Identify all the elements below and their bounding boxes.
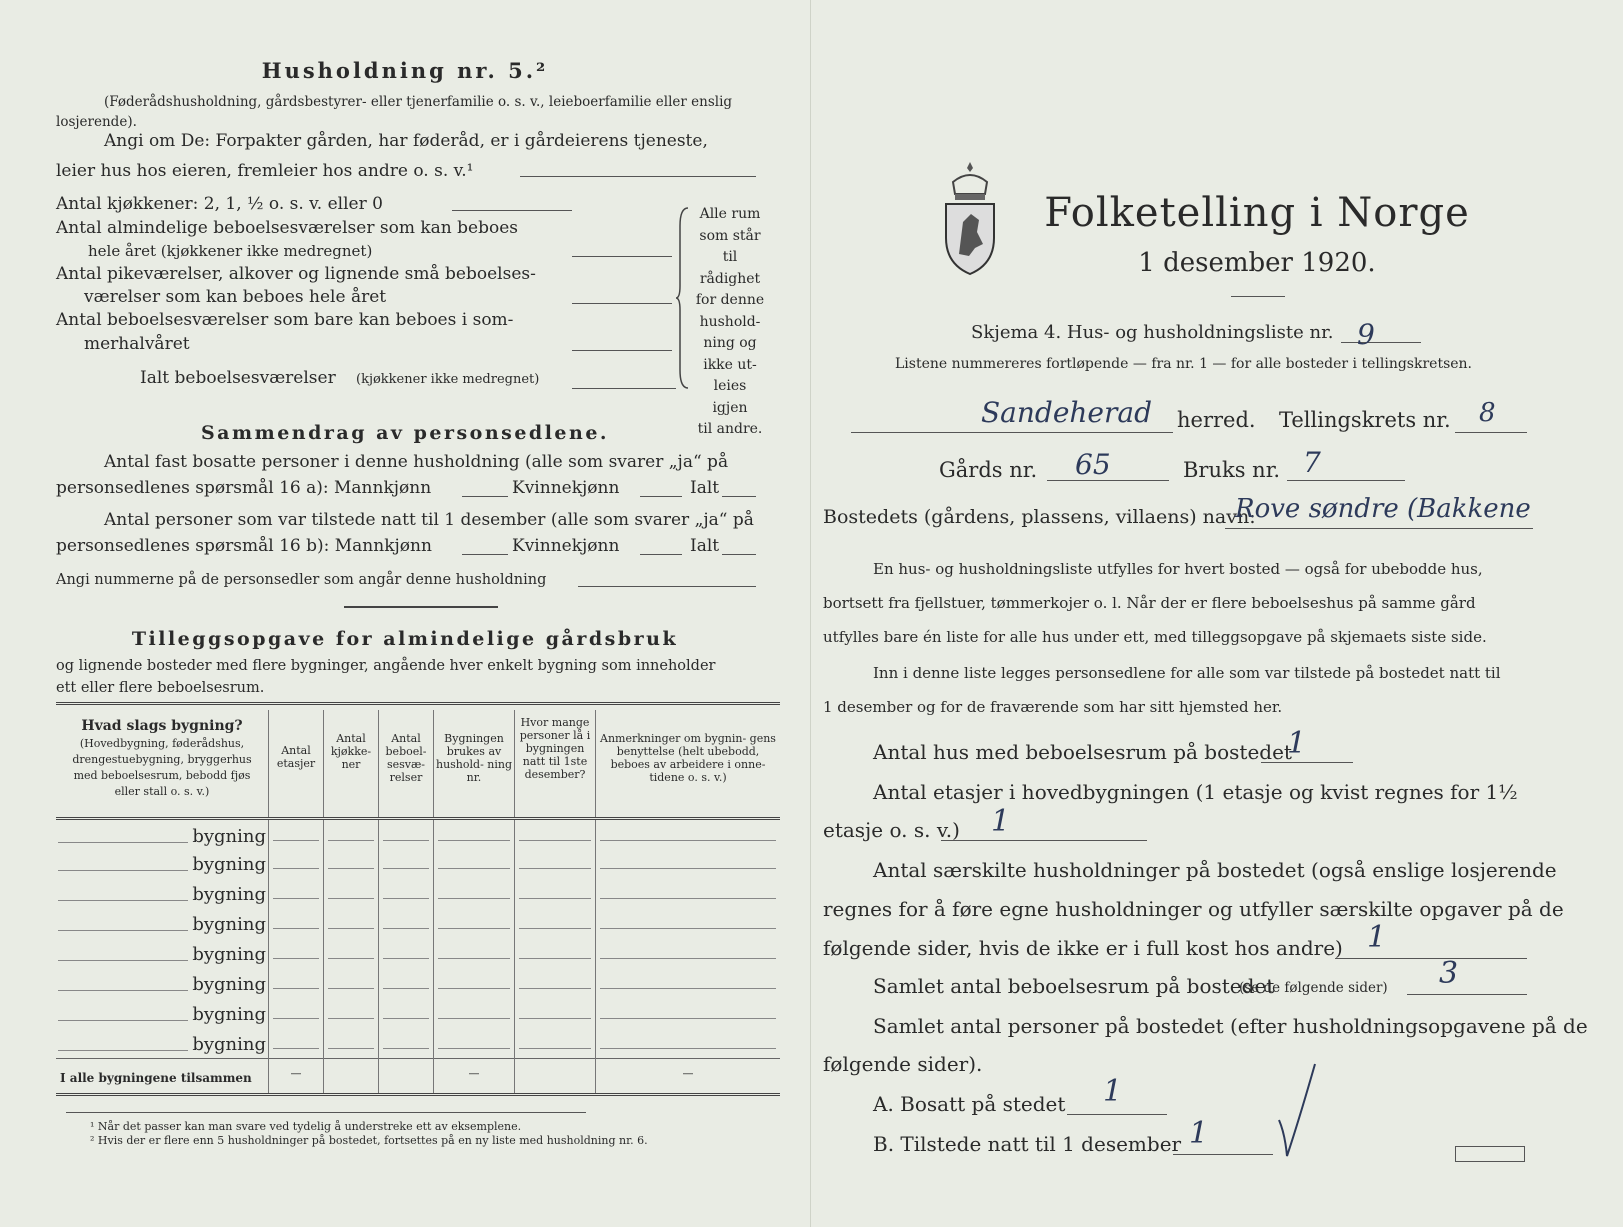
q-rum-answer-line[interactable]	[1407, 994, 1527, 995]
building-kjokkener-cell[interactable]	[324, 848, 379, 878]
tellingskrets-line[interactable]	[1455, 432, 1527, 433]
building-type-cell[interactable]	[56, 938, 269, 968]
building-husholdning-cell[interactable]	[434, 1028, 515, 1058]
angi-nummer-label: Angi nummerne på de personsedler som angår denne husholdning	[56, 572, 547, 588]
tillegg-intro-1: og lignende bosteder med flere bygninger, angående hver enkelt bygning som inneholder	[56, 658, 716, 674]
bosted-label: Bostedets (gårdens, plassens, villaens) navn:	[823, 506, 1256, 528]
building-husholdning-cell[interactable]	[434, 998, 515, 1028]
q-hus-line[interactable]	[1261, 762, 1353, 763]
table-top-rule	[56, 702, 780, 705]
col-header-kjokkener: Antal kjøkke- ner	[324, 710, 379, 818]
listene-note: Listene nummereres fortløpende — fra nr. 1 — for alle bosteder i tellingskretsen.	[895, 356, 1473, 372]
col-header-personer: Hvor mange personer lå i bygningen natt til 1ste desember?	[515, 710, 596, 818]
right-page	[811, 0, 1623, 1227]
building-row	[56, 998, 780, 1028]
census-title: Folketelling i Norge	[1044, 190, 1470, 236]
building-row-label: bygning	[192, 854, 266, 875]
building-husholdning-cell[interactable]	[434, 818, 515, 848]
building-kjokkener-cell[interactable]	[324, 908, 379, 938]
p1-ialt-answer[interactable]	[722, 496, 756, 497]
building-etasjer-cell[interactable]	[269, 848, 324, 878]
p1-ialt-label: Ialt	[690, 478, 720, 498]
building-type-line	[58, 870, 188, 871]
building-husholdning-cell[interactable]	[434, 968, 515, 998]
col-header-etasjer: Antal etasjer	[269, 710, 324, 818]
building-personer-cell[interactable]	[515, 908, 596, 938]
footnote-2: ² Hvis der er flere enn 5 husholdninger på bostedet, fortsettes på en ny liste med husholdning nr. 6.	[90, 1134, 648, 1147]
building-anmerkninger-cell[interactable]	[596, 878, 781, 908]
q-hush-line-2: regnes for å føre egne husholdninger og utfyller særskilte opgaver på de	[823, 897, 1564, 921]
building-husholdning-cell[interactable]	[434, 938, 515, 968]
building-type-line	[58, 930, 188, 931]
q-hush-answer-line[interactable]	[1335, 958, 1527, 959]
sammendrag-title: Sammendrag av personsedlene.	[200, 422, 610, 444]
section-divider	[344, 606, 498, 608]
building-row	[56, 908, 780, 938]
q-etasjer-line-1: Antal etasjer i hovedbygningen (1 etasje og kvist regnes for 1½	[873, 780, 1518, 804]
q-hus-label: Antal hus med beboelsesrum på bostedet	[873, 740, 1292, 764]
building-row	[56, 848, 780, 878]
building-personer-cell[interactable]	[515, 1028, 596, 1058]
building-etasjer-cell[interactable]	[269, 878, 324, 908]
tellingskrets-value: 8	[1479, 398, 1496, 428]
gards-label: Gårds nr.	[939, 458, 1038, 482]
a-bosatt-value: 1	[1103, 1074, 1123, 1109]
sommer-label-2: merhalvåret	[84, 334, 190, 354]
buildings-table	[56, 710, 780, 1096]
building-anmerkninger-cell[interactable]	[596, 938, 781, 968]
building-personer-cell[interactable]	[515, 818, 596, 848]
brace-note: Alle rum som står til rådighet for denne hushold- ning og ikke ut- leies igjen til andre.	[695, 206, 765, 437]
pike-label-1: Antal pikeværelser, alkover og lignende små beboelses-	[56, 264, 536, 284]
q-pers-line-1: Samlet antal personer på bostedet (efter husholdningsopgavene på de	[873, 1014, 1588, 1038]
p1-mann-answer[interactable]	[462, 496, 508, 497]
pike-answer[interactable]	[572, 303, 672, 304]
q-pers-line-2: følgende sider).	[823, 1052, 983, 1076]
tillegg-title: Tilleggsopgave for almindelige gårdsbruk	[131, 628, 679, 650]
building-type-line	[58, 842, 188, 843]
table-total-row	[56, 1058, 780, 1094]
printer-stamp	[1455, 1146, 1525, 1162]
p1-kvinne-label: Kvinnekjønn	[512, 478, 620, 498]
building-kjokkener-cell[interactable]	[324, 968, 379, 998]
instruction-3: utfylles bare én liste for alle hus under ett, med tilleggsopgave på skjemaets siste side.	[823, 628, 1487, 646]
angi-answer-line[interactable]	[520, 176, 756, 177]
building-husholdning-cell[interactable]	[434, 878, 515, 908]
household-title: Husholdning nr. 5.²	[261, 58, 549, 83]
building-anmerkninger-cell[interactable]	[596, 968, 781, 998]
sommer-label-1: Antal beboelsesværelser som bare kan beboes i som-	[56, 310, 514, 330]
building-type-cell[interactable]	[56, 878, 269, 908]
skjema-line[interactable]	[1341, 342, 1421, 343]
building-vaerelser-cell[interactable]	[379, 878, 434, 908]
q-etasjer-line-2: etasje o. s. v.)	[823, 818, 960, 842]
p2-kvinne-answer[interactable]	[640, 554, 682, 555]
census-date: 1 desember 1920.	[1138, 248, 1376, 278]
title-divider	[1231, 296, 1285, 297]
total-anmerkninger: —	[596, 1058, 781, 1094]
total-personer	[515, 1058, 596, 1094]
almindelige-label-2: hele året (kjøkkener ikke medregnet)	[88, 242, 373, 260]
building-etasjer-cell[interactable]	[269, 1028, 324, 1058]
building-kjokkener-cell[interactable]	[324, 1028, 379, 1058]
building-type-line	[58, 960, 188, 961]
building-kjokkener-cell[interactable]	[324, 938, 379, 968]
brace-icon	[676, 206, 692, 390]
building-row	[56, 938, 780, 968]
building-type-cell[interactable]	[56, 998, 269, 1028]
sammendrag-p2a: Antal personer som var tilstede natt til 1 desember (alle som svarer „ja“ på	[104, 510, 754, 530]
building-type-cell[interactable]	[56, 968, 269, 998]
col-header-husholdning: Bygningen brukes av hushold- ning nr.	[434, 710, 515, 818]
building-vaerelser-cell[interactable]	[379, 998, 434, 1028]
total-vaerelser	[379, 1058, 434, 1094]
almindelige-answer[interactable]	[572, 256, 672, 257]
building-kjokkener-cell[interactable]	[324, 818, 379, 848]
bosted-line[interactable]	[1225, 528, 1533, 529]
q-rum-value: 3	[1439, 956, 1459, 991]
b-tilstede-value: 1	[1189, 1116, 1209, 1151]
tellingskrets-label: Tellingskrets nr.	[1279, 408, 1451, 432]
building-personer-cell[interactable]	[515, 968, 596, 998]
p2-kvinne-label: Kvinnekjønn	[512, 536, 620, 556]
building-vaerelser-cell[interactable]	[379, 938, 434, 968]
pike-label-2: værelser som kan beboes hele året	[84, 287, 387, 307]
gards-value: 65	[1075, 448, 1111, 481]
q-hush-value: 1	[1367, 920, 1387, 955]
building-row-label: bygning	[192, 1004, 266, 1025]
left-page	[0, 0, 811, 1227]
p2-ialt-label: Ialt	[690, 536, 720, 556]
total-husholdning: —	[434, 1058, 515, 1094]
building-type-line	[58, 1050, 188, 1051]
building-kjokkener-cell[interactable]	[324, 998, 379, 1028]
building-row	[56, 1028, 780, 1058]
kjokkener-answer[interactable]	[452, 210, 572, 211]
q-hus-value: 1	[1287, 726, 1307, 761]
ialt-label: Ialt beboelsesværelser	[140, 368, 336, 388]
building-vaerelser-cell[interactable]	[379, 908, 434, 938]
building-husholdning-cell[interactable]	[434, 908, 515, 938]
building-type-cell[interactable]	[56, 848, 269, 878]
sammendrag-p2b: personsedlenes spørsmål 16 b): Mannkjønn	[56, 536, 432, 556]
instruction-2: bortsett fra fjellstuer, tømmerkojer o. l. Når der er flere beboelseshus på samme gård	[823, 594, 1476, 612]
a-bosatt-label: A. Bosatt på stedet	[873, 1092, 1066, 1116]
building-anmerkninger-cell[interactable]	[596, 908, 781, 938]
instruction-1: En hus- og husholdningsliste utfylles for hvert bosted — også for ubebodde hus,	[873, 560, 1483, 578]
checkmark-icon	[1271, 1060, 1331, 1160]
col-header-vaerelser: Antal beboel- sesvæ- relser	[379, 710, 434, 818]
angi-line-1: Angi om De: Forpakter gården, har føderåd, er i gårdeierens tjeneste,	[104, 131, 708, 151]
kjokkener-label: Antal kjøkkener: 2, 1, ½ o. s. v. eller 0	[56, 194, 383, 214]
bruks-line[interactable]	[1287, 480, 1405, 481]
p2-ialt-answer[interactable]	[722, 554, 756, 555]
building-row	[56, 818, 780, 848]
q-etasjer-value: 1	[991, 804, 1011, 839]
angi-line-2: leier hus hos eieren, fremleier hos andre o. s. v.¹	[56, 161, 474, 181]
ialt-answer[interactable]	[572, 388, 676, 389]
building-row-label: bygning	[192, 825, 266, 847]
building-personer-cell[interactable]	[515, 998, 596, 1028]
b-tilstede-label: B. Tilstede natt til 1 desember	[873, 1132, 1182, 1156]
col-header-type: Hvad slags bygning? (Hovedbygning, føderådshus, drengestuebygning, bryggerhus med beboelsesrum, bebodd fjøs eller stall o. s. v.)	[72, 718, 252, 798]
building-row	[56, 878, 780, 908]
building-etasjer-cell[interactable]	[269, 968, 324, 998]
building-type-cell[interactable]	[56, 818, 269, 848]
building-row	[56, 968, 780, 998]
angi-nummer-answer[interactable]	[578, 586, 756, 587]
building-anmerkninger-cell[interactable]	[596, 818, 781, 848]
building-personer-cell[interactable]	[515, 938, 596, 968]
instruction-4: Inn i denne liste legges personsedlene for alle som var tilstede på bostedet natt til	[873, 664, 1501, 682]
building-personer-cell[interactable]	[515, 848, 596, 878]
building-anmerkninger-cell[interactable]	[596, 1028, 781, 1058]
building-row-label: bygning	[192, 944, 266, 965]
bosted-value: Rove søndre (Bakkene	[1235, 494, 1531, 524]
sommer-answer[interactable]	[572, 350, 672, 351]
q-rum-note: (se de følgende sider)	[1239, 980, 1388, 996]
q-etasjer-answer-line[interactable]	[941, 840, 1147, 841]
sammendrag-p1a: Antal fast bosatte personer i denne husholdning (alle som svarer „ja“ på	[104, 452, 729, 472]
building-personer-cell[interactable]	[515, 878, 596, 908]
building-etasjer-cell[interactable]	[269, 998, 324, 1028]
building-row-label: bygning	[192, 974, 266, 995]
household-intro: (Føderådshusholdning, gårdsbestyrer- eller tjenerfamilie o. s. v., leieboerfamilie eller enslig losjerende).	[56, 94, 733, 130]
tillegg-intro-2: ett eller flere beboelsesrum.	[56, 680, 265, 696]
building-anmerkninger-cell[interactable]	[596, 998, 781, 1028]
p2-mann-answer[interactable]	[462, 554, 508, 555]
building-vaerelser-cell[interactable]	[379, 818, 434, 848]
herred-label: herred.	[1177, 408, 1256, 432]
building-vaerelser-cell[interactable]	[379, 968, 434, 998]
herred-value: Sandeherad	[981, 396, 1153, 429]
building-husholdning-cell[interactable]	[434, 848, 515, 878]
total-etasjer: —	[269, 1058, 324, 1094]
building-type-line	[58, 990, 188, 991]
ialt-note: (kjøkkener ikke medregnet)	[356, 372, 540, 387]
building-type-line	[58, 900, 188, 901]
q-rum-label: Samlet antal beboelsesrum på bostedet	[873, 974, 1275, 998]
total-label: I alle bygningene tilsammen	[60, 1070, 252, 1085]
p1-kvinne-answer[interactable]	[640, 496, 682, 497]
building-vaerelser-cell[interactable]	[379, 848, 434, 878]
footnote-1: ¹ Når det passer kan man svare ved tydelig å understreke ett av eksemplene.	[90, 1120, 522, 1133]
herred-line[interactable]	[851, 432, 1173, 433]
building-type-cell[interactable]	[56, 908, 269, 938]
sammendrag-p1b: personsedlenes spørsmål 16 a): Mannkjønn	[56, 478, 432, 498]
building-etasjer-cell[interactable]	[269, 908, 324, 938]
total-kjokkener	[324, 1058, 379, 1094]
skjema-value: 9	[1357, 318, 1375, 351]
table-header-row	[56, 710, 780, 818]
q-hush-line-3: følgende sider, hvis de ikke er i full kost hos andre)	[823, 936, 1343, 960]
q-hush-line-1: Antal særskilte husholdninger på bostedet (også enslige losjerende	[873, 858, 1557, 882]
building-vaerelser-cell[interactable]	[379, 1028, 434, 1058]
bruks-label: Bruks nr.	[1183, 458, 1281, 482]
building-etasjer-cell[interactable]	[269, 818, 324, 848]
b-tilstede-line[interactable]	[1173, 1154, 1273, 1155]
bruks-value: 7	[1303, 446, 1321, 479]
building-type-line	[58, 1020, 188, 1021]
building-row-label: bygning	[192, 884, 266, 905]
building-kjokkener-cell[interactable]	[324, 878, 379, 908]
building-type-cell[interactable]	[56, 1028, 269, 1058]
almindelige-label-1: Antal almindelige beboelsesværelser som kan beboes	[56, 218, 518, 238]
col-header-anmerkninger: Anmerkninger om bygnin- gens benyttelse (helt ubebodd, beboes av arbeidere i onne- tidene o. s. v.)	[596, 710, 781, 818]
skjema-label: Skjema 4. Hus- og husholdningsliste nr.	[971, 322, 1334, 343]
building-row-label: bygning	[192, 1034, 266, 1055]
building-etasjer-cell[interactable]	[269, 938, 324, 968]
building-anmerkninger-cell[interactable]	[596, 848, 781, 878]
instruction-5: 1 desember og for de fraværende som har sitt hjemsted her.	[823, 698, 1283, 716]
a-bosatt-line[interactable]	[1067, 1114, 1167, 1115]
footnote-rule	[66, 1112, 586, 1113]
building-row-label: bygning	[192, 914, 266, 935]
